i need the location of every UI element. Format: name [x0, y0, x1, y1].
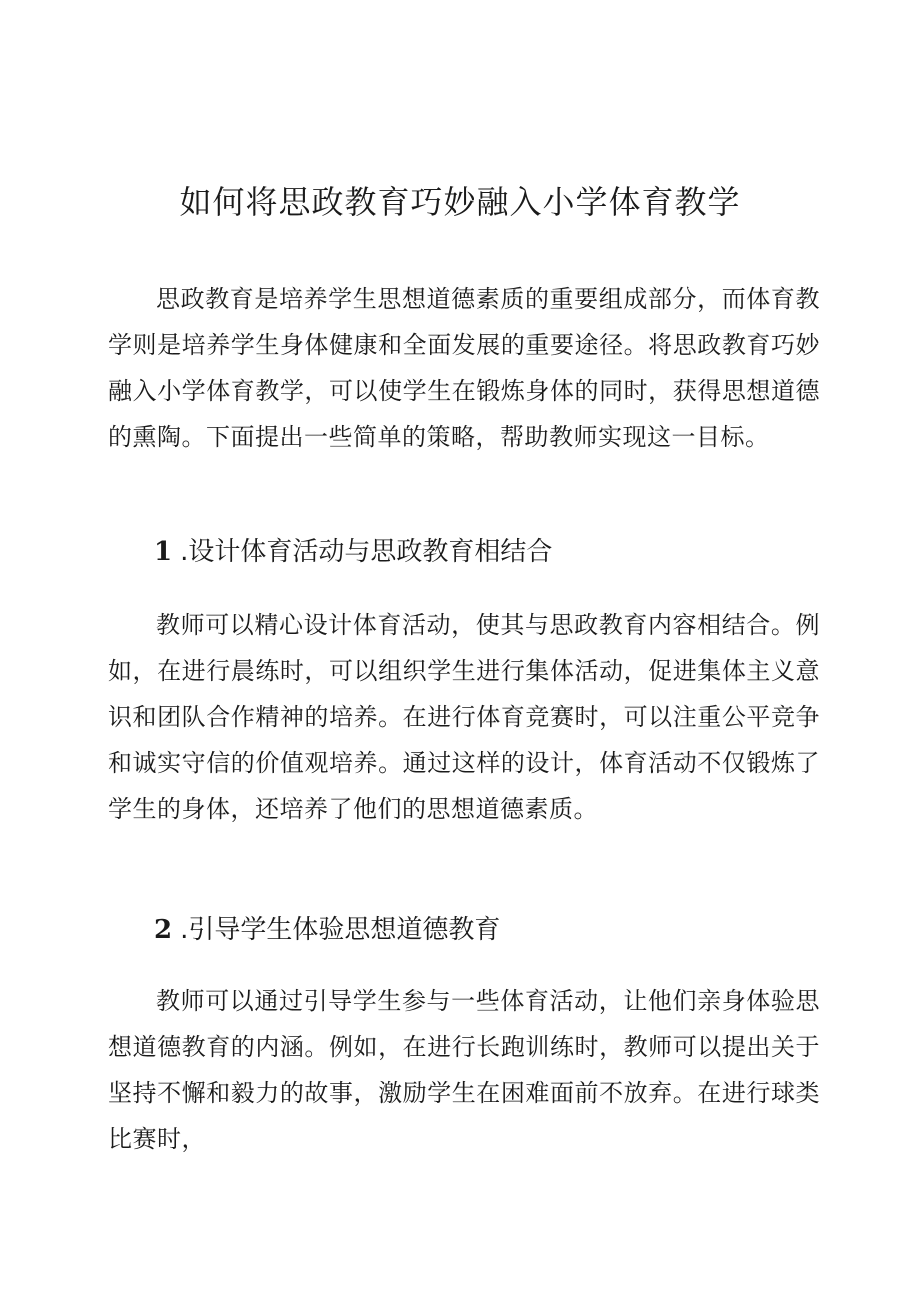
- section-body-1: 教师可以精心设计体育活动，使其与思政教育内容相结合。例如，在进行晨练时，可以组织学生进行集体活动，促进集体主义意识和团队合作精神的培养。在进行体育竞赛时，可以注重公平竞争和诚实守信的价值观培养。通过这样的设计，体育活动不仅锻炼了学生的身体，还培养了他们的思想道德素质。: [108, 611, 820, 823]
- section-body-2: 教师可以通过引导学生参与一些体育活动，让他们亲身体验思想道德教育的内涵。例如，在进行长跑训练时，教师可以提出关于坚持不懈和毅力的故事，激励学生在困难面前不放弃。在进行球类比赛时，: [108, 987, 820, 1153]
- section-heading-1: [154, 532, 854, 572]
- intro-paragraph: 思政教育是培养学生思想道德素质的重要组成部分，而体育教学则是培养学生身体健康和全面发展的重要途径。将思政教育巧妙融入小学体育教学，可以使学生在锻炼身体的同时，获得思想道德的熏陶。下面提出一些简单的策略，帮助教师实现这一目标。: [108, 285, 820, 451]
- section-heading-text-2: .引导学生体验思想道德教育: [180, 915, 501, 945]
- section-heading-2: [154, 910, 854, 950]
- section-heading-text-1: .设计体育活动与思政教育相结合: [180, 537, 553, 567]
- page-title: 如何将思政教育巧妙融入小学体育教学: [179, 183, 741, 221]
- section-number-2: 2: [154, 915, 173, 945]
- section-number-1: 1: [154, 537, 173, 567]
